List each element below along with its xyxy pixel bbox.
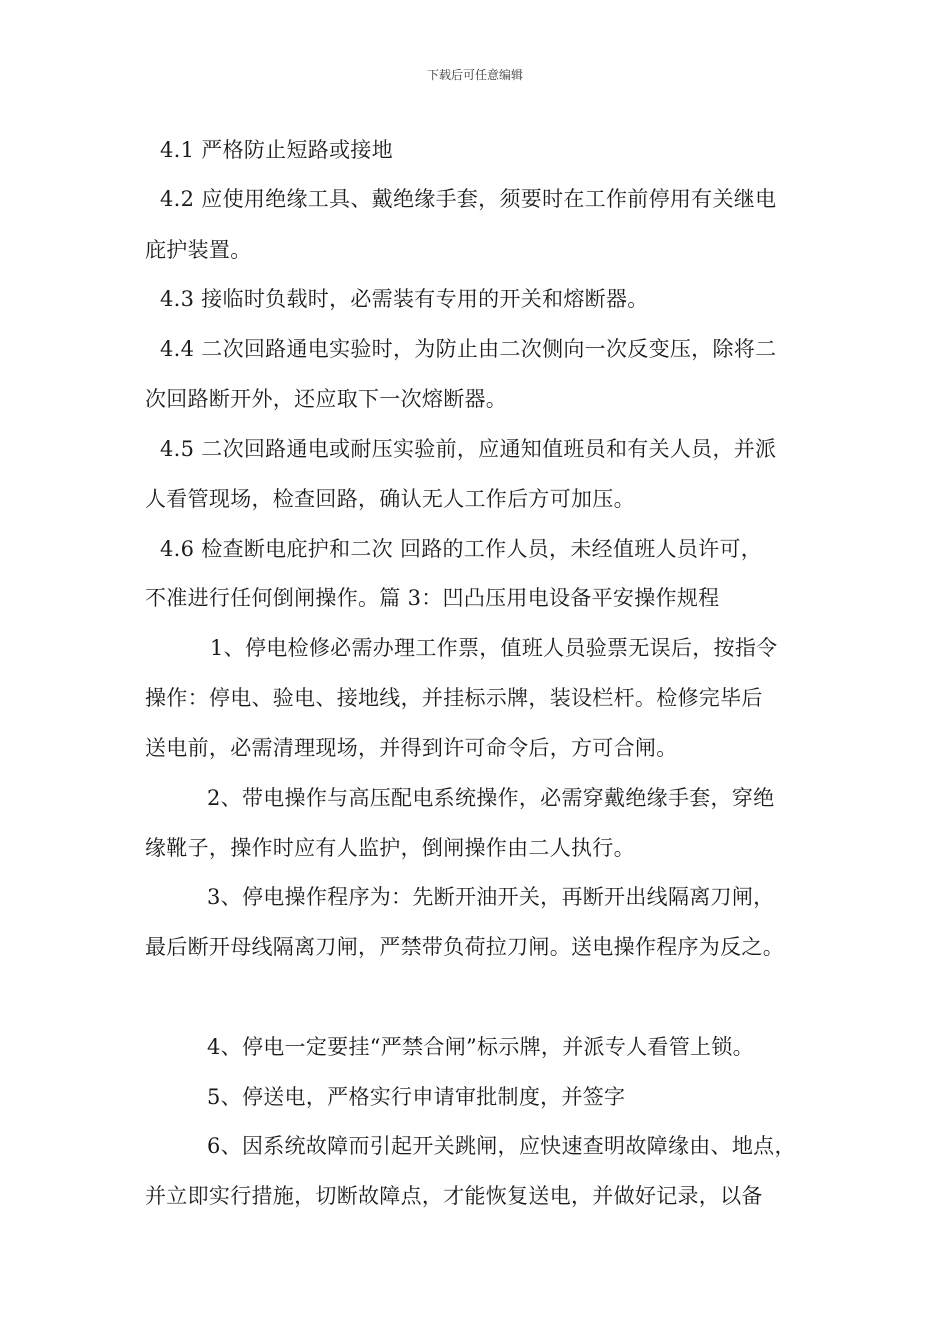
- text-line: 2、带电操作与高压配电系统操作，必需穿戴绝缘手套，穿绝: [207, 786, 775, 810]
- page-header: 下载后可任意编辑: [426, 68, 523, 82]
- text-line: 4.4 二次回路通电实验时，为防止由二次侧向一次反变压，除将二: [160, 337, 777, 361]
- text-line: 次回路断开外，还应取下一次熔断器。: [145, 387, 508, 411]
- text-line: 不准进行任何倒闸操作。篇 3：凹凸压用电设备平安操作规程: [145, 586, 720, 610]
- text-line: 人看管现场，检查回路，确认无人工作后方可加压。: [145, 487, 635, 511]
- text-line: 操作：停电、验电、接地线，并挂标示牌，装设栏杆。检修完毕后: [145, 686, 763, 710]
- text-line: 3、停电操作程序为：先断开油开关，再断开出线隔离刀闸，: [207, 885, 775, 909]
- text-line: 4.2 应使用绝缘工具、戴绝缘手套，须要时在工作前停用有关继电: [160, 187, 777, 211]
- text-line: 4、停电一定要挂“严禁合闸”标示牌，并派专人看管上锁。: [207, 1035, 754, 1059]
- text-line: 4.5 二次回路通电或耐压实验前，应通知值班员和有关人员，并派: [160, 437, 777, 461]
- text-line: 5、停送电，严格实行申请审批制度，并签字: [207, 1085, 626, 1109]
- text-line: 4.1 严格防止短路或接地: [160, 138, 393, 162]
- text-line: 庇护装置。: [145, 238, 252, 262]
- text-line: 4.6 检查断电庇护和二次 回路的工作人员，未经值班人员许可，: [160, 537, 763, 561]
- text-line: 送电前，必需清理现场，并得到许可命令后，方可合闸。: [145, 736, 678, 760]
- text-line: 1、停电检修必需办理工作票，值班人员验票无误后，按指令: [210, 636, 778, 660]
- text-line: 6、因系统故障而引起开关跳闸，应快速查明故障缘由、地点，: [207, 1134, 796, 1158]
- text-line: 缘靴子，操作时应有人监护，倒闸操作由二人执行。: [145, 836, 635, 860]
- text-line: 并立即实行措施，切断故障点，才能恢复送电，并做好记录，以备: [145, 1184, 763, 1208]
- text-line: 最后断开母线隔离刀闸，严禁带负荷拉刀闸。送电操作程序为反之。: [145, 935, 784, 959]
- text-line: 4.3 接临时负载时，必需装有专用的开关和熔断器。: [160, 287, 649, 311]
